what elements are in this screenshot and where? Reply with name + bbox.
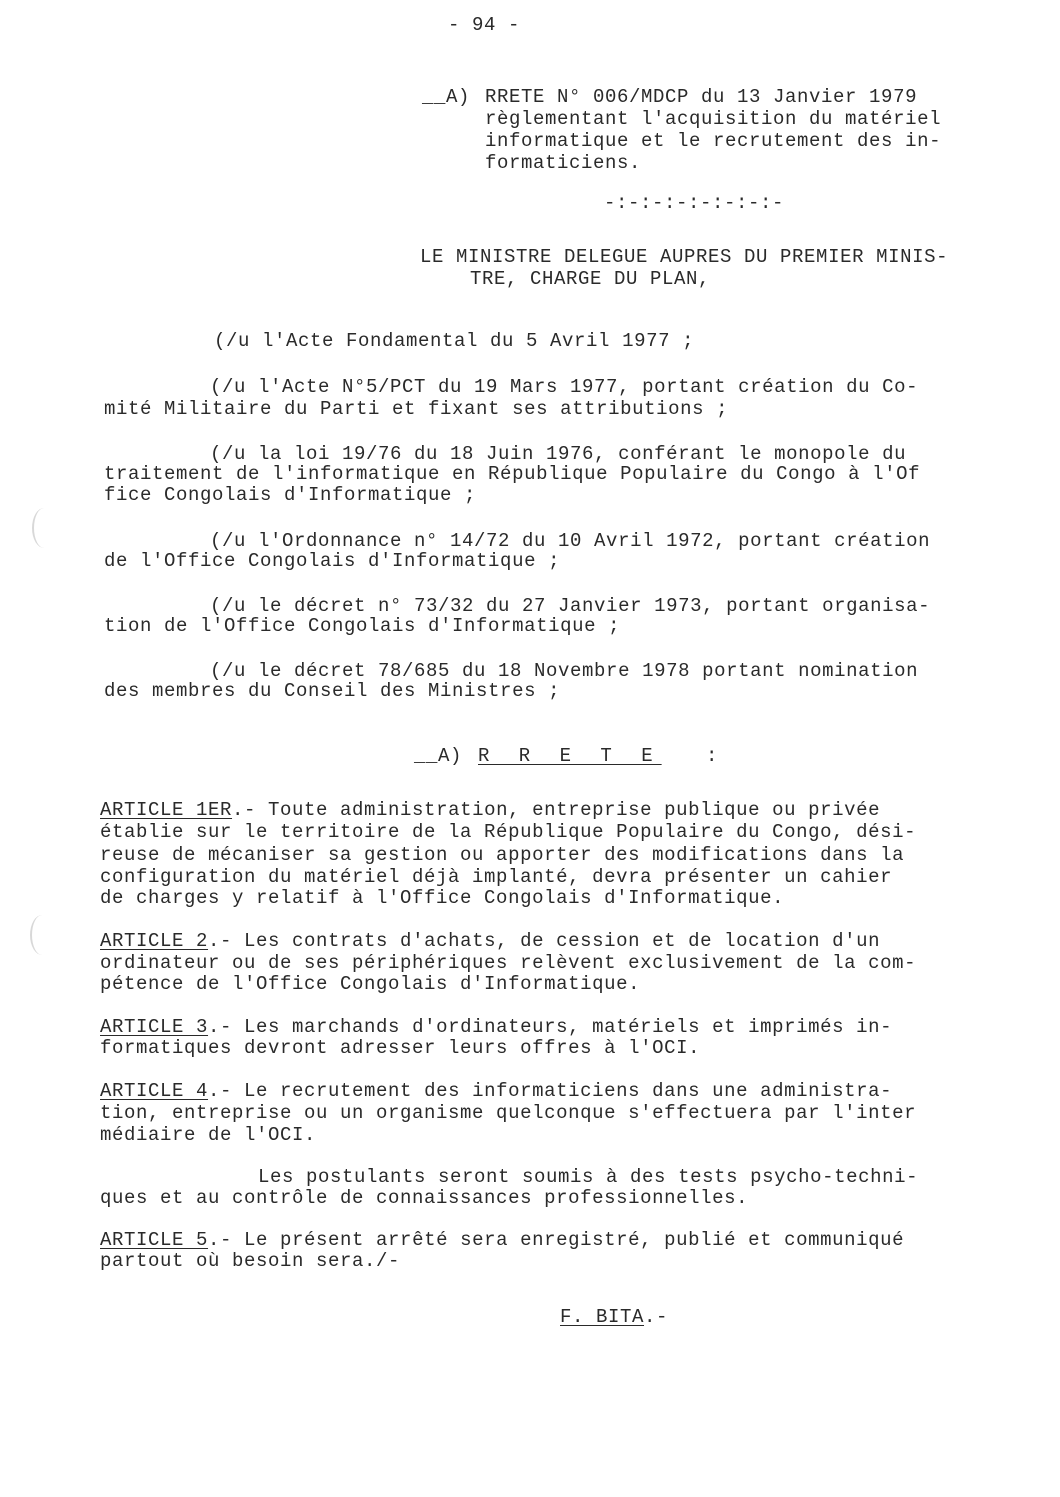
article-text: reuse de mécaniser sa gestion ou apporter des modifications dans la xyxy=(100,844,905,866)
article-label: ARTICLE 4 xyxy=(100,1080,209,1102)
article-text: .- Les contrats d'achats, de cession et de location d'un xyxy=(208,930,881,952)
authority-line: TRE, CHARGE DU PLAN, xyxy=(470,268,711,290)
article-text: de charges y relatif à l'Office Congolais d'Informatique. xyxy=(100,887,785,909)
visa-line: traitement de l'informatique en République Populaire du Congo à l'Of xyxy=(104,463,921,485)
article-text: établie sur le territoire de la République Populaire du Congo, dési- xyxy=(100,821,917,843)
article-label: ARTICLE 3 xyxy=(100,1016,209,1038)
decree-heading-prefix: __A) xyxy=(414,745,463,767)
signature xyxy=(560,1306,668,1328)
separator: -:-:-:-:-:-:-:- xyxy=(604,192,785,214)
article-text: médiaire de l'OCI. xyxy=(100,1124,317,1146)
article-text: tion, entreprise ou un organisme quelconque s'effectuera par l'inter xyxy=(100,1102,917,1124)
visa-line: des membres du Conseil des Ministres ; xyxy=(104,680,561,702)
article-1-first-line xyxy=(100,799,880,821)
visa-line: (/u la loi 19/76 du 18 Juin 1976, conférant le monopole du xyxy=(210,443,907,465)
article-text: .- Le présent arrêté sera enregistré, publié et communiqué xyxy=(208,1229,905,1251)
article-text: configuration du matériel déjà implanté, devra présenter un cahier xyxy=(100,866,893,888)
article-text: .- Le recrutement des informaticiens dans une administra- xyxy=(208,1080,893,1102)
article-label: ARTICLE 1ER xyxy=(100,799,233,821)
visa-line: (/u l'Acte Fondamental du 5 Avril 1977 ; xyxy=(214,330,695,352)
article-text: pétence de l'Office Congolais d'Informatique. xyxy=(100,973,641,995)
signature-name: F. BITA xyxy=(560,1306,645,1328)
signature-suffix: .- xyxy=(644,1306,669,1328)
article-paragraph: ques et au contrôle de connaissances professionnelles. xyxy=(100,1187,749,1209)
visa-line: de l'Office Congolais d'Informatique ; xyxy=(104,550,561,572)
visa-line: (/u l'Acte N°5/PCT du 19 Mars 1977, portant création du Co- xyxy=(210,376,919,398)
article-text: ordinateur ou de ses périphériques relèvent exclusivement de la com- xyxy=(100,952,917,974)
visa-line: mité Militaire du Parti et fixant ses attributions ; xyxy=(104,398,729,420)
article-label: ARTICLE 2 xyxy=(100,930,209,952)
title-line: RRETE N° 006/MDCP du 13 Janvier 1979 xyxy=(485,86,918,108)
article-text: .- Les marchands d'ordinateurs, matériels et imprimés in- xyxy=(208,1016,893,1038)
punch-hole-mark xyxy=(32,508,56,548)
article-text: formatiques devront adresser leurs offres à l'OCI. xyxy=(100,1037,701,1059)
visa-line: (/u l'Ordonnance n° 14/72 du 10 Avril 1972, portant création xyxy=(210,530,931,552)
article-3-first-line xyxy=(100,1016,892,1038)
article-label: ARTICLE 5 xyxy=(100,1229,209,1251)
article-text: .- Toute administration, entreprise publique ou privée xyxy=(232,799,881,821)
article-5-first-line xyxy=(100,1229,904,1251)
page-number: - 94 - xyxy=(448,14,521,36)
authority-line: LE MINISTRE DELEGUE AUPRES DU PREMIER MINIS- xyxy=(420,246,949,268)
visa-line: fice Congolais d'Informatique ; xyxy=(104,484,477,506)
title-line: règlementant l'acquisition du matériel xyxy=(485,108,942,130)
punch-hole-mark xyxy=(30,915,54,955)
decree-heading-colon: : xyxy=(706,745,719,767)
visa-line: (/u le décret n° 73/32 du 27 Janvier 1973, portant organisa- xyxy=(210,595,931,617)
title-line: informatique et le recrutement des in- xyxy=(485,130,942,152)
article-paragraph: Les postulants seront soumis à des tests psycho-techni- xyxy=(258,1166,919,1188)
title-prefix: __A) xyxy=(422,86,471,108)
decree-heading-word: R R E T E xyxy=(478,745,662,767)
article-4-first-line xyxy=(100,1080,892,1102)
article-2-first-line xyxy=(100,930,880,952)
article-text: partout où besoin sera./- xyxy=(100,1250,401,1272)
title-line: formaticiens. xyxy=(485,152,642,174)
visa-line: tion de l'Office Congolais d'Informatique ; xyxy=(104,615,621,637)
visa-line: (/u le décret 78/685 du 18 Novembre 1978 portant nomination xyxy=(210,660,919,682)
